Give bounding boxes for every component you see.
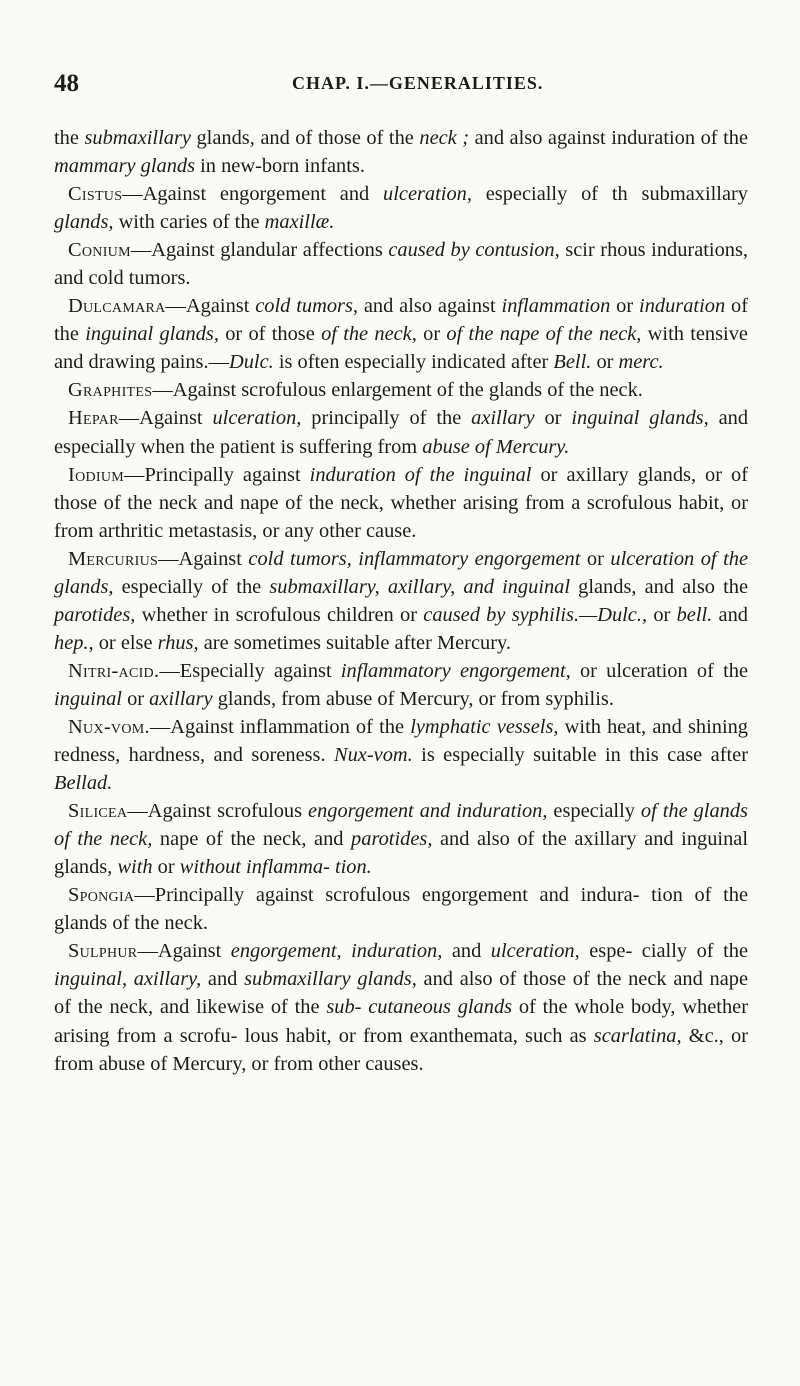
remedy-name: Hepar xyxy=(68,407,119,430)
text-segment: —Against xyxy=(137,940,231,963)
text-segment: nape of the neck, and xyxy=(152,828,352,851)
italic-text: inguinal glands, xyxy=(85,323,219,346)
text-segment: in new-born infants. xyxy=(195,155,365,178)
text-segment: whether in scrofulous children or xyxy=(135,603,424,626)
italic-text: engorgement, induration, xyxy=(230,940,443,963)
chapter-title: CHAP. I.—GENERALITIES. xyxy=(292,73,544,93)
text-segment: —Against inflammation of the xyxy=(149,715,411,738)
italic-text: ulceration, xyxy=(490,940,580,963)
text-segment: of the whole body, whether arising from a scrofu- lous habit, or from exanthemata, such as xyxy=(54,996,748,1047)
remedy-name: Sulphur xyxy=(68,940,138,963)
italic-text: neck ; xyxy=(419,127,470,149)
italic-text: inflammation xyxy=(501,295,611,318)
text-segment: —Especially against xyxy=(159,659,341,682)
remedy-name: Nux-vom. xyxy=(68,715,150,738)
italic-text: parotides, xyxy=(54,603,136,626)
text-segment: —Against glandular affections xyxy=(130,239,389,262)
text-segment: especially of th submaxillary xyxy=(471,183,748,206)
italic-text: Bellad. xyxy=(54,772,113,795)
text-segment: —Against xyxy=(118,407,213,430)
text-segment: —Against xyxy=(165,295,256,318)
paragraph xyxy=(54,797,748,881)
text-segment: or ulceration of the xyxy=(570,659,748,682)
remedy-name: Spongia xyxy=(68,884,135,907)
paragraph xyxy=(54,124,748,180)
italic-text: bell. xyxy=(676,603,713,626)
text-segment: glands, and also the xyxy=(570,575,748,598)
remedy-name: Conium xyxy=(68,239,131,262)
italic-text: axillary xyxy=(471,407,535,430)
page-number: 48 xyxy=(54,70,79,97)
text-segment: —Against xyxy=(158,547,249,570)
italic-text: rhus, xyxy=(157,631,199,654)
italic-text: caused by syphilis.—Dulc., xyxy=(423,603,648,626)
italic-text: of the nape of the neck, xyxy=(446,323,642,346)
text-segment: the xyxy=(54,127,85,149)
text-segment: with tensive and drawing pains.— xyxy=(54,323,748,374)
text-segment: is often especially indicated after xyxy=(273,351,554,374)
text-segment: —Principally against scrofulous engorgement and indura- tion of the glands of the neck. xyxy=(54,884,748,935)
italic-text: maxillæ. xyxy=(264,211,335,234)
text-segment: or xyxy=(647,603,677,626)
text-segment: especially xyxy=(547,800,641,823)
paragraph xyxy=(54,657,748,713)
text-segment: and also against xyxy=(357,295,502,318)
text-segment: and also of the axillary and inguinal glands, xyxy=(54,828,748,879)
paragraph xyxy=(54,937,748,1077)
paragraph xyxy=(54,376,748,404)
text-segment: and also of those of the neck and nape of the neck, and likewise of the xyxy=(54,968,748,1019)
paragraph xyxy=(54,881,748,937)
italic-text: hep., xyxy=(54,631,94,654)
text-segment: and especially when the patient is suffering from xyxy=(54,407,749,458)
italic-text: glands, xyxy=(54,211,114,234)
text-segment: and xyxy=(712,603,748,626)
text-segment: or of those xyxy=(218,323,322,346)
text-segment: with caries of the xyxy=(113,211,265,234)
text-segment: or xyxy=(610,295,640,318)
text-segment: —Against engorgement and xyxy=(122,183,384,206)
italic-text: without inflamma- tion. xyxy=(179,856,372,879)
italic-text: inguinal glands, xyxy=(571,407,709,430)
text-segment: glands, from abuse of Mercury, or from syphilis. xyxy=(212,687,614,710)
paragraph xyxy=(54,545,748,657)
italic-text: abuse of Mercury. xyxy=(422,435,570,458)
remedy-name: Mercurius xyxy=(68,547,159,570)
italic-text: submaxillary xyxy=(84,127,191,149)
italic-text: submaxillary glands, xyxy=(244,968,417,991)
paragraph xyxy=(54,713,748,797)
text-segment: or axillary glands, or of those of the neck and nape of the neck, whether arising from a scrofulous habit, or from arthritic metastasis, or any other cause. xyxy=(54,463,749,542)
paragraph xyxy=(54,404,748,460)
italic-text: induration of the inguinal xyxy=(309,463,532,486)
italic-text: axillary xyxy=(149,687,213,710)
italic-text: ulceration, xyxy=(383,183,472,206)
text-segment: &c., or from abuse of Mercury, or from other causes. xyxy=(54,1024,748,1075)
text-segment: or xyxy=(152,856,180,879)
text-segment: glands, and of those of the xyxy=(190,127,420,149)
text-segment: or xyxy=(416,323,447,346)
text-segment: of the xyxy=(54,295,748,346)
text-segment: and also against induration of the xyxy=(469,127,748,149)
italic-text: induration xyxy=(639,295,726,318)
italic-text: of the neck, xyxy=(321,323,417,346)
text-segment: is especially suitable in this case after xyxy=(412,744,748,767)
italic-text: cold tumors, inflammatory engorgement xyxy=(248,547,581,570)
paragraph xyxy=(54,180,748,236)
italic-text: mammary glands xyxy=(54,155,196,178)
remedy-name: Graphites xyxy=(68,379,153,402)
italic-text: ulceration, xyxy=(212,407,302,430)
text-segment: principally of the xyxy=(301,407,472,430)
italic-text: scarlatina, xyxy=(593,1024,682,1047)
body-text xyxy=(54,124,748,1078)
italic-text: inflammatory engorgement, xyxy=(340,659,571,682)
italic-text: submaxillary, axillary, and inguinal xyxy=(269,575,571,598)
text-segment: or xyxy=(121,687,150,710)
remedy-name: Nitri-acid. xyxy=(68,659,160,682)
text-segment: —Principally against xyxy=(124,463,310,486)
text-segment: —Against scrofulous enlargement of the glands of the neck. xyxy=(152,379,643,402)
text-segment: especially of the xyxy=(113,575,270,598)
italic-text: lymphatic vessels, xyxy=(410,715,559,738)
text-segment: and xyxy=(442,940,491,963)
text-segment: or xyxy=(534,407,572,430)
text-segment: or else xyxy=(93,631,158,654)
italic-text: merc. xyxy=(618,351,664,374)
text-segment: espe- cially of the xyxy=(579,940,748,963)
italic-text: sub- cutaneous glands xyxy=(326,996,513,1019)
paragraph xyxy=(54,461,748,545)
remedy-name: Iodium xyxy=(68,463,125,486)
italic-text: Nux-vom. xyxy=(334,744,413,767)
italic-text: engorgement and induration, xyxy=(308,800,548,823)
remedy-name: Cistus xyxy=(68,183,123,206)
text-segment: or xyxy=(580,547,611,570)
italic-text: inguinal xyxy=(54,687,122,710)
text-segment: or xyxy=(591,351,619,374)
text-segment: —Against scrofulous xyxy=(127,800,309,823)
italic-text: inguinal, axillary, xyxy=(54,968,202,991)
italic-text: cold tumors, xyxy=(255,295,358,318)
italic-text: ulceration of the glands, xyxy=(54,547,749,598)
text-segment: with heat, and shining redness, hardness, and soreness. xyxy=(54,715,748,767)
italic-text: Dulc. xyxy=(228,351,274,374)
remedy-name: Dulcamara xyxy=(68,295,166,318)
running-head xyxy=(54,70,748,110)
italic-text: of the glands of the neck, xyxy=(54,800,748,851)
italic-text: Bell. xyxy=(553,351,592,374)
remedy-name: Silicea xyxy=(68,800,128,823)
italic-text: with xyxy=(117,856,153,879)
paragraph xyxy=(54,236,748,292)
text-segment: and xyxy=(201,968,245,991)
text-segment: are sometimes suitable after Mercury. xyxy=(198,631,511,654)
paragraph xyxy=(54,292,748,376)
italic-text: parotides, xyxy=(351,828,433,851)
italic-text: caused by contusion, xyxy=(388,239,560,262)
text-segment: scir rhous indurations, and cold tumors. xyxy=(54,239,748,290)
